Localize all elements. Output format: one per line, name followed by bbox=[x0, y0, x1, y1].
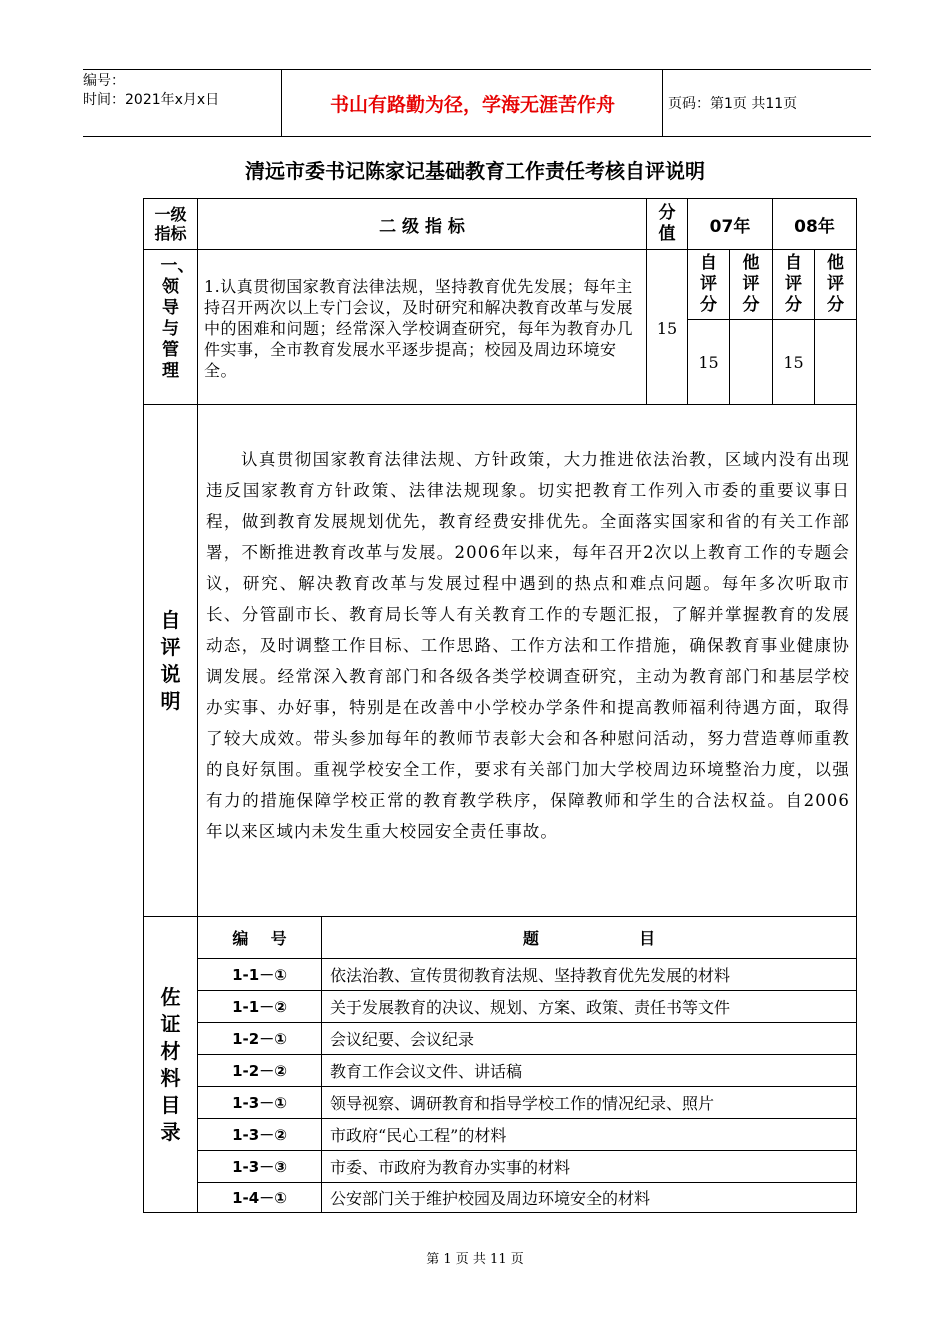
evidence-header-no: 编 号 bbox=[232, 929, 287, 948]
evidence-no: 1-3－① bbox=[232, 1094, 287, 1112]
self-score-08-label: 自评分 bbox=[785, 253, 802, 315]
evidence-title: 公安部门关于维护校园及周边环境安全的材料 bbox=[330, 1189, 651, 1208]
indicator-text: 1.认真贯彻国家教育法律法规，坚持教育优先发展；每年主持召开两次以上专门会议，及时研究和解决教育改革与发展中的困难和问题；经常深入学校调查研究，每年为教育办几件实事，全市教育发展水平逐步提高；校园及周边环境安全。 bbox=[204, 277, 634, 380]
self-score-08-value: 15 bbox=[783, 352, 804, 372]
header-score: 分值 bbox=[658, 203, 676, 244]
evidence-no: 1-1－① bbox=[232, 966, 287, 984]
evidence-title: 教育工作会议文件、讲话稿 bbox=[330, 1062, 523, 1081]
doc-number-label: 编号： bbox=[83, 73, 125, 89]
category-label bbox=[144, 250, 197, 404]
evidence-no: 1-2－① bbox=[232, 1030, 287, 1048]
header-level1: 一级指标 bbox=[154, 205, 187, 243]
evidence-label-text: 佐证材料目录 bbox=[160, 984, 181, 1144]
other-score-08-label: 他评分 bbox=[827, 253, 844, 315]
self-eval-label bbox=[144, 405, 197, 916]
header-level2: 二 级 指 标 bbox=[379, 216, 465, 237]
evidence-title: 领导视察、调研教育和指导学校工作的情况纪录、照片 bbox=[330, 1094, 715, 1113]
evidence-no: 1-4－① bbox=[232, 1189, 287, 1207]
header-2008: 08年 bbox=[794, 216, 835, 237]
doc-date: 时间：2021年x月x日 bbox=[83, 92, 220, 108]
score-value: 15 bbox=[656, 318, 678, 338]
self-eval-text: 认真贯彻国家教育法律法规、方针政策，大力推进依法治教，区域内没有出现违反国家教育方针政策、法律法规现象。切实把教育工作列入市委的重要议事日程，做到教育发展规划优先，教育经费安排优先。全面落实国家和省的有关工作部署，不断推进教育改革与发展。2006年以来，每年召开2次以上教育工作的专题会议，研究、解决教育改革与发展过程中遇到的热点和难点问题。每年多次听取市长、分管副市长、教育局长等人有关教育工作的专题汇报，了解并掌握教育的发展动态，及时调整工作目标、工作思路、工作方法和工作措施，确保教育事业健康协调发展。经常深入教育部门和各级各类学校调查研究，主动为教育部门和基层学校办实事、办好事，特别是在改善中小学校办学条件和提高教师福利待遇方面，取得了较大成效。带头参加每年的教师节表彰大会和各种慰问活动，努力营造尊师重教的良好氛围。重视学校安全工作，要求有关部门加大学校周边环境整治力度，以强有力的措施保障学校正常的教育教学秩序，保障教师和学生的合法权益。自2006年以来区域内未发生重大校园安全责任事故。 bbox=[206, 450, 850, 841]
category-text: 一、领导与管理 bbox=[160, 256, 195, 381]
evidence-title: 依法治教、宣传贯彻教育法规、坚持教育优先发展的材料 bbox=[330, 966, 731, 985]
evidence-title: 关于发展教育的决议、规划、方案、政策、责任书等文件 bbox=[330, 998, 731, 1017]
evidence-no: 1-3－② bbox=[232, 1126, 287, 1144]
header-meta bbox=[83, 70, 282, 136]
header-motto: 书山有路勤为径，学海无涯苦作舟 bbox=[283, 70, 663, 136]
evidence-no: 1-3－③ bbox=[232, 1158, 287, 1176]
evidence-title: 会议纪要、会议纪录 bbox=[330, 1030, 475, 1049]
self-score-07-label: 自评分 bbox=[700, 253, 717, 315]
evidence-no: 1-2－② bbox=[232, 1062, 287, 1080]
header-page-info: 页码：第1页 共11页 bbox=[668, 96, 798, 112]
page-footer: 第 1 页 共 11 页 bbox=[426, 1252, 524, 1267]
self-eval-label-text: 自评说明 bbox=[160, 607, 181, 713]
header-2007: 07年 bbox=[709, 216, 751, 237]
evidence-no: 1-1－② bbox=[232, 998, 287, 1016]
evidence-title: 市委、市政府为教育办实事的材料 bbox=[330, 1158, 571, 1177]
evidence-title: 市政府“民心工程”的材料 bbox=[330, 1126, 507, 1145]
evidence-label bbox=[144, 917, 197, 1212]
evidence-header-title: 题 目 bbox=[522, 929, 656, 948]
self-score-07-value: 15 bbox=[698, 352, 719, 372]
document-title: 清远市委书记陈家记基础教育工作责任考核自评说明 bbox=[245, 159, 705, 183]
page-header bbox=[83, 69, 871, 137]
other-score-07-label: 他评分 bbox=[742, 253, 760, 315]
